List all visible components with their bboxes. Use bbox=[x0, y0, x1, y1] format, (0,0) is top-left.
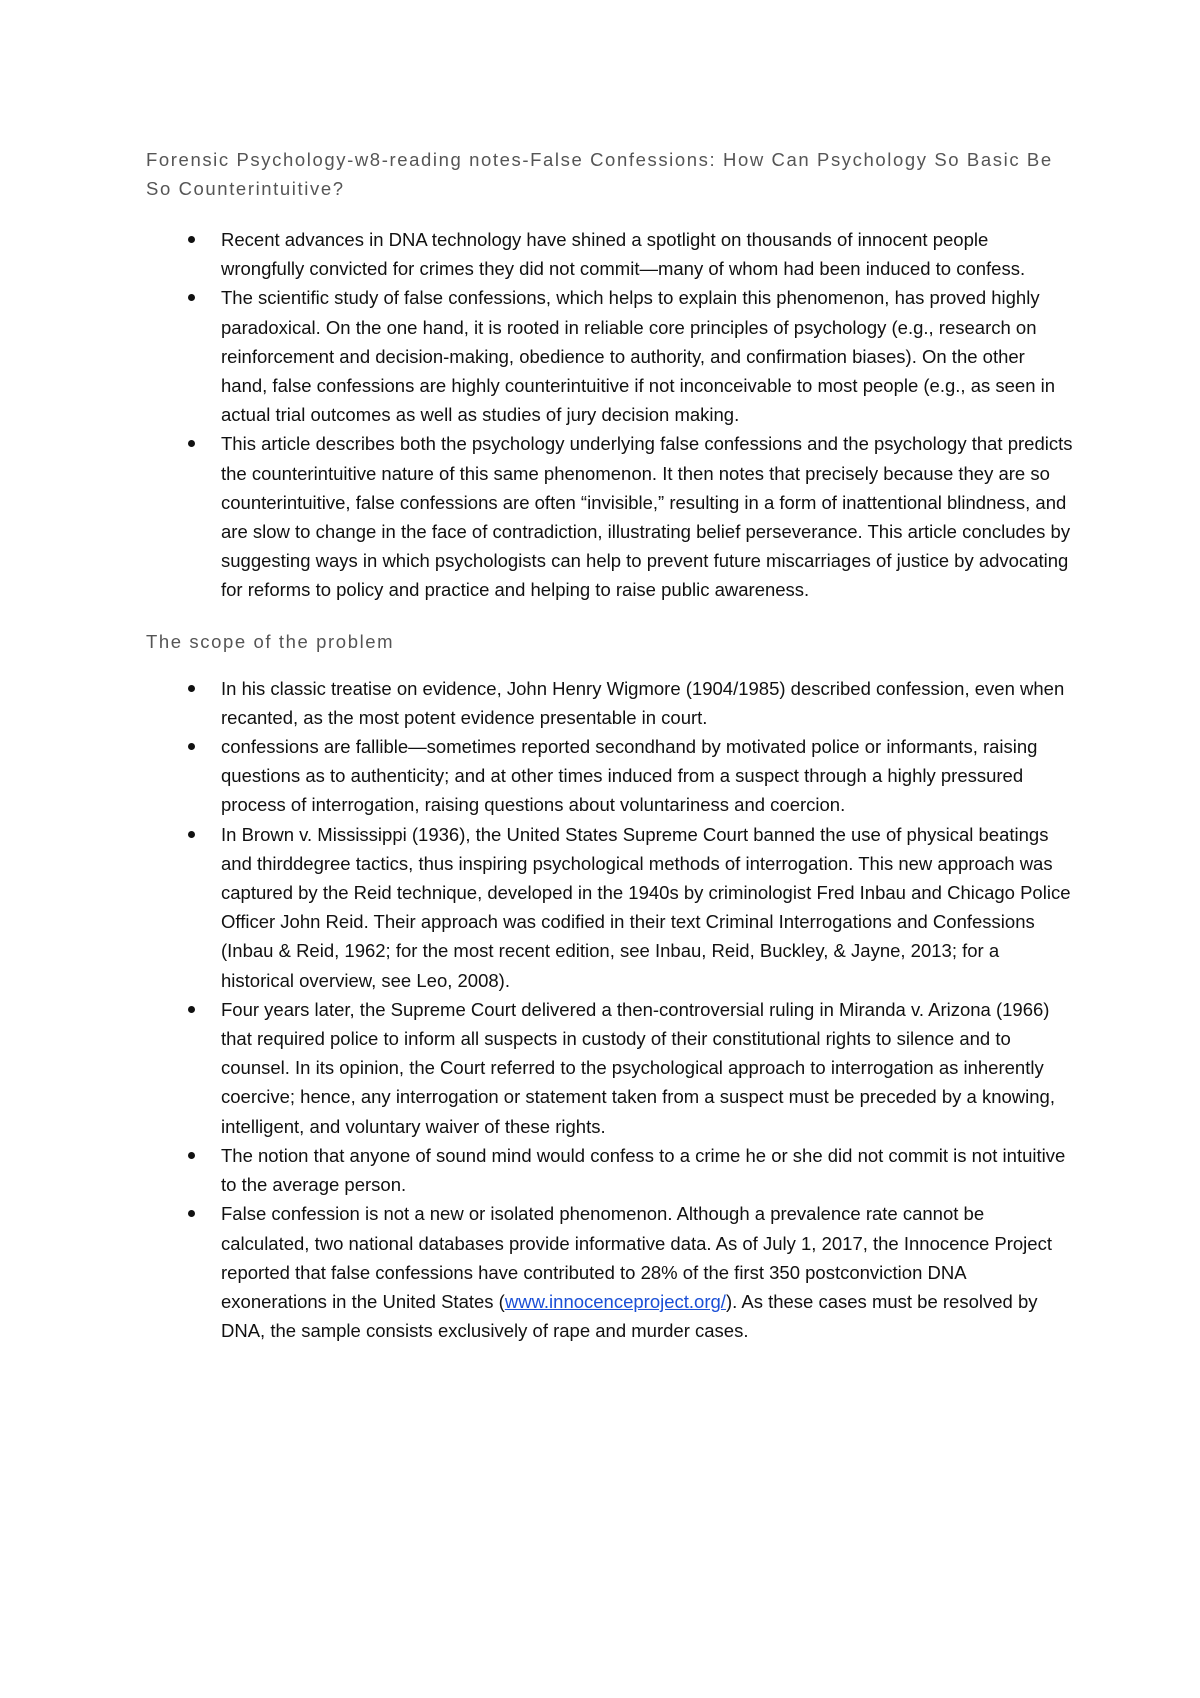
bullet-text: In his classic treatise on evidence, John Henry Wigmore (1904/1985) described confession, even when recanted, as the most potent evidence presentable in court. bbox=[221, 677, 1065, 728]
bullet-item bbox=[146, 429, 1076, 604]
bullet-icon bbox=[188, 440, 195, 447]
bullet-icon bbox=[188, 831, 195, 838]
document-title: Forensic Psychology-w8-reading notes-False Confessions: How Can Psychology So Basic Be So Counterintuitive? bbox=[146, 149, 1053, 199]
bullet-text: In Brown v. Mississippi (1936), the United States Supreme Court banned the use of physical beatings and thirddegree tactics, thus inspiring psychological methods of interrogation. This new approach was captured by the Reid technique, developed in the 1940s by criminologist Fred Inbau and Chicago Police Officer John Reid. Their approach was codified in their text Criminal Interrogations and Confessions (Inbau & Reid, 1962; for the most recent edition, see Inbau, Reid, Buckley, & Jayne, 2013; for a historical overview, see Leo, 2008). bbox=[221, 823, 1071, 991]
bullet-item bbox=[146, 995, 1076, 1141]
bullet-item bbox=[146, 1141, 1076, 1199]
bullet-text: This article describes both the psychology underlying false confessions and the psychology that predicts the counterintuitive nature of this same phenomenon. It then notes that precisely because they are so counterintuitive, false confessions are often “invisible,” resulting in a form of inattentional blindness, and are slow to change in the face of contradiction, illustrating belief perseverance. This article concludes by suggesting ways in which psychologists can help to prevent future miscarriages of justice by advocating for reforms to policy and practice and helping to raise public awareness. bbox=[221, 433, 1073, 601]
bullet-item bbox=[146, 1199, 1076, 1345]
scope-bullet-list bbox=[146, 674, 1076, 1346]
bullet-icon bbox=[188, 1210, 195, 1217]
bullet-icon bbox=[188, 1006, 195, 1013]
bullet-icon bbox=[188, 236, 195, 243]
intro-bullet-list bbox=[146, 225, 1076, 605]
bullet-item bbox=[146, 820, 1076, 995]
bullet-item bbox=[146, 732, 1076, 820]
bullet-text: Four years later, the Supreme Court delivered a then-controversial ruling in Miranda v. Arizona (1966) that required police to inform all suspects in custody of their constitutional rights to silence and to counsel. In its opinion, the Court referred to the psychological approach to interrogation as inherently coercive; hence, any interrogation or statement taken from a suspect must be preceded by a knowing, intelligent, and voluntary waiver of these rights. bbox=[221, 998, 1055, 1137]
bullet-icon bbox=[188, 1152, 195, 1159]
bullet-icon bbox=[188, 294, 195, 301]
bullet-item bbox=[146, 674, 1076, 732]
document-body bbox=[146, 145, 1076, 1345]
bullet-icon bbox=[188, 685, 195, 692]
bullet-text-before-link: False confession is not a new or isolated phenomenon. Although a prevalence rate cannot be calculated, two national databases provide informative data. As of July 1, 2017, the Innocence Project reported that false confessions have contributed to 28% of the first 350 postconviction DNA exonerations in the United States ( bbox=[221, 1203, 1052, 1312]
bullet-text: The notion that anyone of sound mind would confess to a crime he or she did not commit is not intuitive to the average person. bbox=[221, 1144, 1066, 1196]
bullet-text-after-link: ). As these cases must be resolved by DNA, the sample consists exclusively of rape and murder cases. bbox=[221, 1290, 1038, 1342]
section-heading: The scope of the problem bbox=[146, 630, 395, 652]
innocence-project-link[interactable]: www.innocenceproject.org/ bbox=[504, 1290, 726, 1312]
bullet-icon bbox=[188, 743, 195, 750]
bullet-text: The scientific study of false confessions, which helps to explain this phenomenon, has proved highly paradoxical. On the one hand, it is rooted in reliable core principles of psychology (e.g., research on reinforcement and decision-making, obedience to authority, and confirmation biases). On the other hand, false confessions are highly counterintuitive if not inconceivable to most people (e.g., as seen in actual trial outcomes as well as studies of jury decision making. bbox=[221, 287, 1056, 426]
bullet-item bbox=[146, 225, 1076, 283]
bullet-text: Recent advances in DNA technology have shined a spotlight on thousands of innocent people wrongfully convicted for crimes they did not commit—many of whom had been induced to confess. bbox=[221, 229, 1026, 280]
bullet-item bbox=[146, 283, 1076, 429]
bullet-text: confessions are fallible—sometimes reported secondhand by motivated police or informants, raising questions as to authenticity; and at other times induced from a suspect through a highly pressured process of interrogation, raising questions about voluntariness and coercion. bbox=[221, 736, 1038, 816]
